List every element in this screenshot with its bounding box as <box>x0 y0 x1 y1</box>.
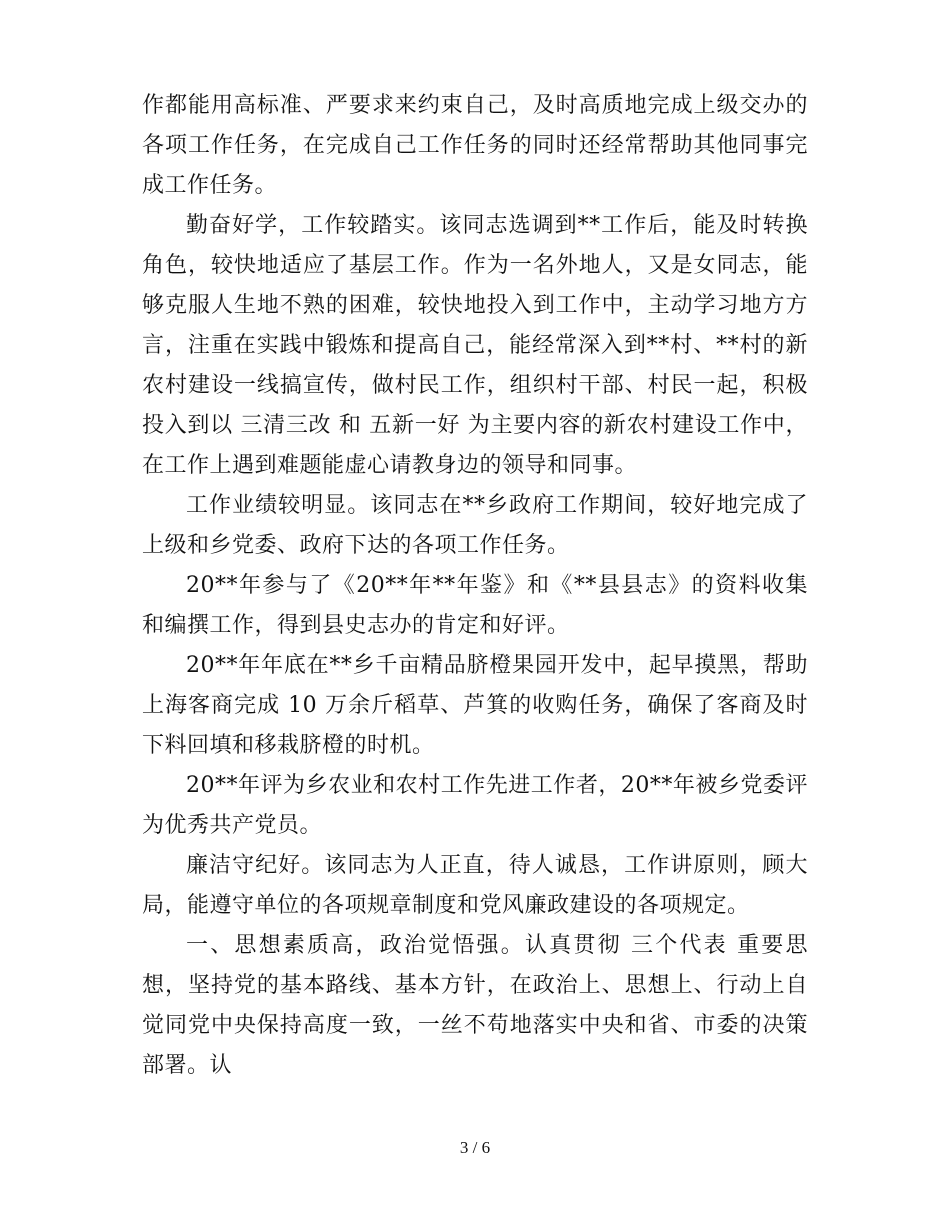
paragraph-awards: 20**年评为乡农业和农村工作先进工作者，20**年被乡党委评为优秀共产党员。 <box>142 773 808 838</box>
paragraph-ideology: 一、思想素质高，政治觉悟强。认真贯彻 三个代表 重要思想，坚持党的基本路线、基本方针，在政治上、思想上、行动上自觉同党中央保持高度一致，一丝不苟地落实中央和省、市委的决策部署。认 <box>142 933 808 1078</box>
paragraph-integrity: 廉洁守纪好。该同志为人正直，待人诚恳，工作讲原则，顾大局，能遵守单位的各项规章制度和党风廉政建设的各项规定。 <box>142 853 808 918</box>
paragraph-work-performance: 工作业绩较明显。该同志在**乡政府工作期间，较好地完成了上级和乡党委、政府下达的各项工作任务。 <box>142 493 808 558</box>
paragraph-diligent-study: 勤奋好学，工作较踏实。该同志选调到**工作后，能及时转换角色，较快地适应了基层工作。作为一名外地人，又是女同志，能够克服人生地不熟的困难，较快地投入到工作中，主动学习地方方言，注重在实践中锻炼和提高自己，能经常深入到**村、**村的新农村建设一线搞宣传，做村民工作，组织村干部、村民一起，积极投入到以 三清三改 和 五新一好 为主要内容的新农村建设工作中，在工作上遇到难题能虚心请教身边的领导和同事。 <box>142 213 808 478</box>
document-body <box>142 86 808 1086</box>
page-number: 3 / 6 <box>459 1138 491 1157</box>
paragraph-orchard: 20**年年底在**乡千亩精品脐橙果园开发中，起早摸黑，帮助上海客商完成 10 万余斤稻草、芦箕的收购任务，确保了客商及时下料回填和移栽脐橙的时机。 <box>142 653 808 758</box>
paragraph-yearbook: 20**年参与了《20**年**年鉴》和《**县县志》的资料收集和编撰工作，得到县史志办的肯定和好评。 <box>142 573 808 638</box>
paragraph-continued: 作都能用高标准、严要求来约束自己，及时高质地完成上级交办的各项工作任务，在完成自己工作任务的同时还经常帮助其他同事完成工作任务。 <box>142 93 808 198</box>
